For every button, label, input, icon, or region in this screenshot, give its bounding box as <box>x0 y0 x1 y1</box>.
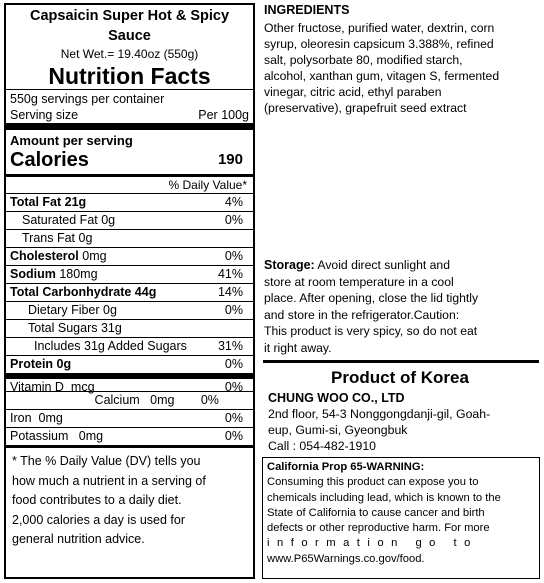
nutrient-name: Protein <box>10 357 54 371</box>
country-of-origin: Product of Korea <box>331 368 469 387</box>
nutrient-name: Calcium <box>94 393 140 407</box>
footnote-line: general nutrition advice. <box>12 532 145 546</box>
nutrient-row-potassium <box>6 427 253 445</box>
product-name-line2: Sauce <box>108 28 151 44</box>
nutrient-name: Sodium <box>10 267 56 281</box>
nutrient-row-iron <box>6 409 253 427</box>
nutrient-amount: 0mg <box>38 411 63 425</box>
product-name-line1: Capsaicin Super Hot & Spicy <box>29 8 230 24</box>
nutrition-facts-heading: Nutrition Facts <box>48 63 211 89</box>
nutrient-dv: 41% <box>217 267 243 281</box>
calories-label: Calories <box>10 149 89 171</box>
prop65-line: defects or other reproductive harm. For more <box>267 522 490 535</box>
storage-line: This product is very spicy, so do not eat <box>264 324 478 338</box>
company-address-line: eup, Gumi-si, Gyeongbuk <box>268 423 408 437</box>
nutrient-amount: 0mg <box>150 393 175 407</box>
nutrient-row-total-sugars <box>6 319 253 337</box>
calories-row <box>6 149 253 174</box>
nutrient-row-total-fat <box>6 193 253 211</box>
prop65-title: California Prop 65-WARNING: <box>267 461 425 473</box>
ingredients-line: salt, polysorbate 80, modified starch, <box>264 53 463 67</box>
ingredients-text <box>264 20 536 116</box>
company-phone: Call : 054-482-1910 <box>268 439 377 453</box>
nutrient-amount: 44g <box>134 285 157 299</box>
nutrient-dv: 0% <box>224 249 243 263</box>
nutrient-name: Total Sugars <box>28 321 98 335</box>
nutrient-row-saturated-fat <box>6 211 253 229</box>
nutrient-row-trans-fat <box>6 229 253 247</box>
ingredients-line: (preservative), grapefruit seed extract <box>264 101 467 115</box>
nutrient-name: Total Carbonhydrate <box>10 285 132 299</box>
storage-line: and store in the refrigerator.Caution: <box>264 307 460 322</box>
net-weight: Net Wet.= 19.40oz (550g) <box>60 47 199 61</box>
nutrient-amount: 0mg <box>82 249 107 263</box>
nutrition-facts-panel <box>4 3 255 579</box>
nutrient-dv: 0% <box>224 380 243 394</box>
nutrient-dv: 31% <box>217 339 243 353</box>
serving-size-label: Serving size <box>10 108 79 122</box>
nutrient-dv: 14% <box>217 285 243 299</box>
nutrient-name: Includes 31g Added Sugars <box>34 339 187 353</box>
serving-size-value: Per 100g <box>198 108 249 122</box>
nutrient-amount: 31g <box>100 321 122 335</box>
storage-line: Avoid direct sunlight and <box>314 258 450 272</box>
nutrient-dv: 0% <box>200 393 219 407</box>
servings-per-container: 550g servings per container <box>6 89 253 107</box>
nutrient-amount: 0g <box>101 213 116 227</box>
nutrient-amount: 0mg <box>78 429 104 443</box>
prop65-url: www.P65Warnings.co.gov/food. <box>267 552 425 565</box>
nutrient-dv: 0% <box>224 429 243 443</box>
nutrient-row-dietary-fiber <box>6 301 253 319</box>
nutrient-row-sodium <box>6 265 253 283</box>
nutrient-amount: 0g <box>78 231 93 245</box>
nutrient-name: Total Fat <box>10 195 62 209</box>
footnote-line: food contributes to a daily diet. <box>12 493 182 507</box>
section-divider <box>263 360 539 363</box>
footnote-line: how much a nutrient in a serving of <box>12 473 206 488</box>
nutrient-row-cholesterol <box>6 247 253 265</box>
nutrient-row-added-sugars <box>6 337 253 355</box>
prop65-line: chemicals including lead, which is known to the <box>267 491 501 504</box>
nutrient-amount: 0g <box>56 357 72 371</box>
nutrient-dv: 0% <box>224 213 243 227</box>
nutrient-name: Cholesterol <box>10 249 79 263</box>
nutrient-dv: 0% <box>224 411 243 425</box>
storage-label: Storage: <box>264 258 315 272</box>
nutrient-amount: 180mg <box>59 267 98 281</box>
prop65-line: State of California to cause cancer and birth <box>267 506 485 519</box>
company-name: CHUNG WOO CO., LTD <box>268 391 405 405</box>
nutrient-amount: mcg <box>70 380 95 394</box>
nutrient-dv: 4% <box>224 195 243 209</box>
nutrient-name: Saturated Fat <box>22 213 98 227</box>
nutrient-name: Trans Fat <box>22 231 76 245</box>
nutrient-row-vitamin-d <box>6 373 253 394</box>
nutrient-row-calcium <box>6 391 253 409</box>
storage-line: store at room temperature in a cool <box>264 274 454 289</box>
company-address-line: 2nd floor, 54-3 Nonggongdanji-gil, Goah- <box>268 407 491 421</box>
nutrient-name: Iron <box>10 411 32 425</box>
ingredients-line: alcohol, xanthan gum, vitagen S, fermented <box>264 69 500 83</box>
ingredients-line: vinegar, citric acid, ethyl paraben <box>264 85 442 99</box>
company-info <box>268 390 538 454</box>
serving-size-row <box>6 107 253 123</box>
prop65-line: Consuming this product can expose you to <box>267 476 479 489</box>
calories-value: 190 <box>217 151 243 168</box>
nutrient-dv: 0% <box>224 303 243 317</box>
prop65-line: information go to <box>267 537 478 550</box>
amount-per-serving: Amount per serving <box>6 123 253 149</box>
storage-line: it right away. <box>264 340 332 355</box>
ingredients-line: syrup, oleoresin capsicum 3.388%, refined <box>264 37 494 51</box>
nutrient-name: Potassium <box>10 429 69 443</box>
nutrient-name: Vitamin D <box>10 380 64 394</box>
nutrient-row-total-carbohydrate <box>6 283 253 301</box>
storage-line: place. After opening, close the lid tightly <box>264 291 479 305</box>
storage-instructions <box>264 257 538 356</box>
daily-value-header: % Daily Value* <box>6 174 253 193</box>
nutrient-name: Dietary Fiber <box>28 303 100 317</box>
nutrient-row-protein <box>6 355 253 373</box>
prop65-warning-box <box>262 457 540 579</box>
nutrient-amount: 0g <box>103 303 117 317</box>
ingredients-line: Other fructose, purified water, dextrin, corn <box>264 21 495 35</box>
nutrient-amount: 21g <box>64 195 87 209</box>
nutrient-dv: 0% <box>224 357 243 371</box>
daily-value-footnote <box>6 445 253 550</box>
footnote-line: 2,000 calories a day is used for <box>12 512 186 527</box>
ingredients-title: INGREDIENTS <box>264 3 350 17</box>
product-header <box>6 7 253 89</box>
footnote-line: * The % Daily Value (DV) tells you <box>12 454 201 468</box>
